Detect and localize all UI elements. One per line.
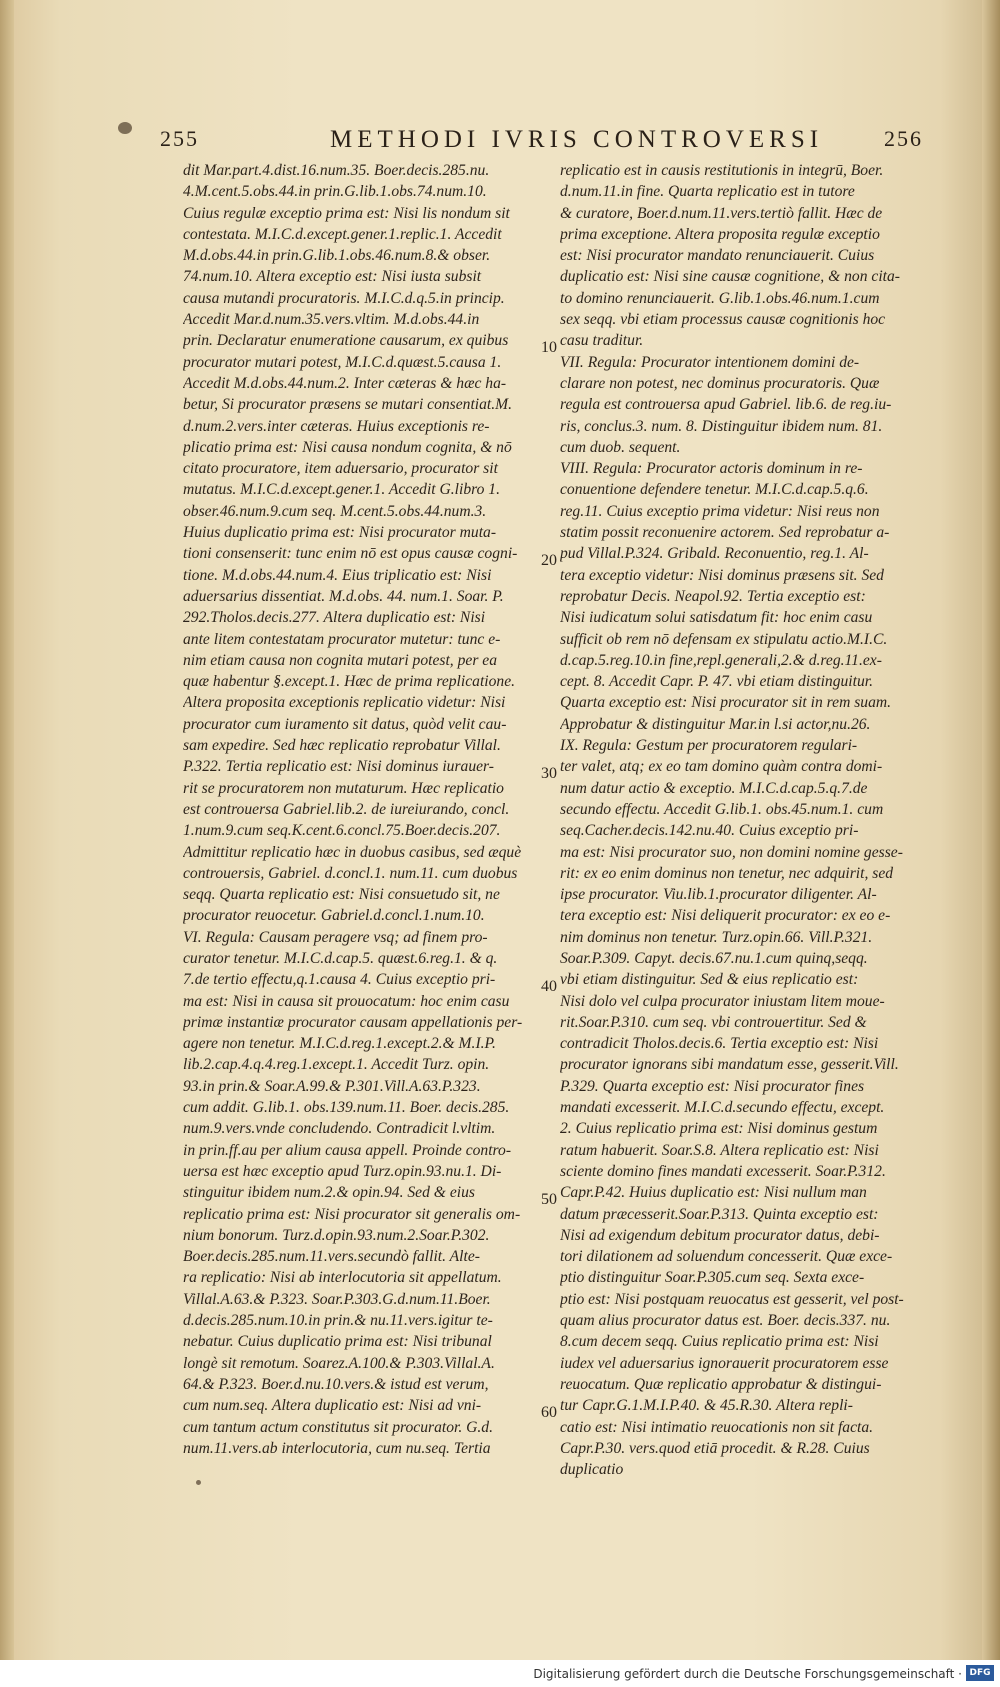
text-line: VIII. Regula: Procurator actoris dominum in re-	[560, 460, 863, 478]
text-line: pud Villal.P.324. Gribald. Reconuentio, reg.1. Al-	[560, 545, 869, 563]
text-line: vbi etiam distinguitur. Sed & eius replicatio est:	[560, 971, 859, 989]
line-number-30: 30	[541, 765, 557, 782]
text-line: clarare non potest, nec dominus procuratoris. Quæ	[560, 374, 880, 392]
text-line: sex seqq. vbi etiam processus causæ cognitionis hoc	[560, 311, 886, 329]
text-line: d.num.2.vers.inter cæteras. Huius exceptionis re-	[183, 417, 490, 435]
text-line: procurator cum iuramento sit datus, quòd velit cau-	[183, 715, 507, 733]
text-line: mutatus. M.I.C.d.except.gener.1. Accedit G.libro 1.	[183, 481, 501, 499]
text-line: Capr.P.30. vers.quod etiā procedit. & R.28. Cuius	[560, 1439, 870, 1457]
text-line: tioni consenserit: tunc enim nō est opus causæ cogni-	[183, 545, 518, 563]
text-line: rit.Soar.P.310. cum seq. vbi controuertitur. Sed &	[560, 1013, 867, 1031]
page-number-left: 255	[160, 126, 199, 151]
text-line: datum præcesserit.Soar.P.313. Quinta exceptio est:	[560, 1205, 879, 1223]
text-line: 74.num.10. Altera exceptio est: Nisi iusta subsit	[183, 268, 482, 286]
text-line: 64.& P.323. Boer.d.nu.10.vers.& istud est verum,	[183, 1375, 489, 1393]
text-line: stinguitur ibidem num.2.& opin.94. Sed & eius	[183, 1184, 475, 1202]
text-line: num.11.vers.ab interlocutoria, cum nu.seq. Tertia	[183, 1439, 491, 1457]
text-line: rit: ex eo enim dominus non tenetur, nec adquirit, sed	[560, 864, 894, 882]
page-left-edge	[0, 0, 14, 1660]
text-line: causa mutandi procuratoris. M.I.C.d.q.5.in princip.	[183, 289, 505, 307]
text-line: Soar.P.309. Capyt. decis.67.nu.1.cum quinq,seqq.	[560, 949, 868, 967]
text-line: contradicit Tholos.decis.6. Tertia exceptio est: Nisi	[560, 1035, 879, 1053]
text-line: 2. Cuius replicatio prima est: Nisi dominus gestum	[560, 1120, 878, 1138]
text-line: cum tantum actum constitutus sit procurator. G.d.	[183, 1418, 493, 1436]
text-line: curator tenetur. M.I.C.d.cap.5. quæst.6.reg.1. & q.	[183, 949, 498, 967]
text-line: uersa est hæc exceptio apud Turz.opin.93.nu.1. Di-	[183, 1162, 502, 1180]
ink-stain	[196, 1480, 201, 1485]
text-line: Nisi ad exigendum debitum procurator datus, debi-	[560, 1226, 880, 1244]
text-line: ris, conclus.3. num. 8. Distinguitur ibidem num. 81.	[560, 417, 883, 435]
text-line: to domino renunciauerit. G.lib.1.obs.46.num.1.cum	[560, 289, 880, 307]
page-right-edge	[982, 0, 1000, 1660]
page-number-right: 256	[884, 126, 923, 151]
line-number-10: 10	[541, 339, 557, 356]
text-line: replicatio prima est: Nisi procurator sit generalis om-	[183, 1205, 521, 1223]
text-line: Accedit Mar.d.num.35.vers.vltim. M.d.obs.44.in	[183, 311, 480, 329]
text-line: iudex vel aduersarius ignorauerit procuratorem esse	[560, 1354, 889, 1372]
line-number-40: 40	[541, 978, 557, 995]
right-text-column	[560, 160, 920, 1480]
text-line: 8.cum decem seqq. Cuius replicatio prima est: Nisi	[560, 1333, 879, 1351]
text-line: tera exceptio videtur: Nisi dominus præsens sit. Sed	[560, 566, 884, 584]
text-line: casu traditur.	[560, 332, 644, 350]
text-line: cum num.seq. Altera duplicatio est: Nisi ad vni-	[183, 1397, 482, 1415]
text-line: nium bonorum. Turz.d.opin.93.num.2.Soar.P.302.	[183, 1226, 490, 1244]
text-line: citato procuratore, item aduersario, procurator sit	[183, 460, 498, 478]
text-line: obser.46.num.9.cum seq. M.cent.5.obs.44.num.3.	[183, 502, 487, 520]
text-line: Cuius regulæ exceptio prima est: Nisi lis nondum sit	[183, 204, 510, 222]
text-line: P.322. Tertia replicatio est: Nisi dominus iurauer-	[183, 758, 494, 776]
text-line: agere non tenetur. M.I.C.d.reg.1.except.2.& M.I.P.	[183, 1035, 496, 1053]
text-line: est: Nisi procurator mandato renunciauerit. Cuius	[560, 247, 875, 265]
text-line: lib.2.cap.4.q.4.reg.1.except.1. Accedit Turz. opin.	[183, 1056, 490, 1074]
text-line: tera exceptio est: Nisi deliquerit procurator: ex eo e-	[560, 907, 891, 925]
text-line: seq.Cacher.decis.142.nu.40. Cuius exceptio pri-	[560, 822, 859, 840]
text-line: est controuersa Gabriel.lib.2. de iureiurando, concl.	[183, 800, 510, 818]
text-line: Huius duplicatio prima est: Nisi procurator muta-	[183, 524, 497, 542]
text-line: in prin.ff.au per alium causa appell. Proinde contro-	[183, 1141, 512, 1159]
text-line: num datur actio & exceptio. M.I.C.d.cap.5.q.7.de	[560, 779, 868, 797]
text-line: catio est: Nisi intimatio reuocationis non sit facta.	[560, 1418, 874, 1436]
text-line: Nisi iudicatum solui satisdatum fit: hoc enim casu	[560, 609, 873, 627]
text-line: cum duob. sequent.	[560, 438, 681, 456]
text-line: nim dominus non tenetur. Turz.opin.66. Vill.P.321.	[560, 928, 873, 946]
text-line: ma est: Nisi procurator suo, non domini nomine gesse-	[560, 843, 903, 861]
text-line: prin. Declaratur enumeratione causarum, ex quibus	[183, 332, 509, 350]
text-line: d.decis.285.num.10.in prin.& nu.11.vers.igitur te-	[183, 1312, 493, 1330]
text-line: controuersis, Gabriel. d.concl.1. num.11. cum duobus	[183, 864, 518, 882]
text-line: ipse procurator. Viu.lib.1.procurator diligenter. Al-	[560, 886, 877, 904]
footer-credit: Digitalisierung gefördert durch die Deutsche Forschungsgemeinschaft ·	[533, 1667, 962, 1681]
text-line: 292.Tholos.decis.277. Altera duplicatio est: Nisi	[183, 609, 486, 627]
ink-stain	[118, 122, 132, 134]
text-line: reprobatur Decis. Neapol.92. Tertia exceptio est:	[560, 587, 866, 605]
text-line: reg.11. Cuius exceptio prima videtur: Nisi reus non	[560, 502, 880, 520]
text-line: d.cap.5.reg.10.in fine,repl.generali,2.& d.reg.11.ex-	[560, 651, 882, 669]
digitization-footer	[0, 1660, 1000, 1687]
text-line: Altera proposita exceptionis replicatio videtur: Nisi	[183, 694, 506, 712]
text-line: quæ habentur §.except.1. Hæc de prima replicatione.	[183, 673, 516, 691]
text-line: 93.in prin.& Soar.A.99.& P.301.Vill.A.63.P.323.	[183, 1077, 481, 1095]
text-line: Approbatur & distinguitur Mar.in l.si actor,nu.26.	[560, 715, 871, 733]
text-line: prima exceptione. Altera proposita regulæ exceptio	[560, 225, 880, 243]
text-line: ter valet, atq; ex eo tam domino quàm contra domi-	[560, 758, 883, 776]
text-line: VII. Regula: Procurator intentionem domini de-	[560, 353, 860, 371]
text-line: nebatur. Cuius duplicatio prima est: Nisi tribunal	[183, 1333, 492, 1351]
text-line: secundo effectu. Accedit G.lib.1. obs.45.num.1. cum	[560, 800, 884, 818]
text-line: replicatio est in causis restitutionis in integrū, Boer.	[560, 162, 884, 179]
text-line: sufficit ob rem nō defensam ex stipulatu actio.M.I.C.	[560, 630, 888, 648]
text-line: Villal.A.63.& P.323. Soar.P.303.G.d.num.11.Boer.	[183, 1290, 491, 1308]
text-line: quam alius procurator datus est. Boer. decis.337. nu.	[560, 1312, 891, 1330]
text-line: regula est controuersa apud Gabriel. lib.6. de reg.iu-	[560, 396, 892, 414]
text-line: procurator reuocetur. Gabriel.d.concl.1.num.10.	[183, 907, 485, 925]
text-line: 7.de tertio effectu,q.1.causa 4. Cuius exceptio pri-	[183, 971, 496, 989]
text-line: dit Mar.part.4.dist.16.num.35. Boer.decis.285.nu.	[183, 162, 490, 179]
text-line: seqq. Quarta replicatio est: Nisi consuetudo sit, ne	[183, 886, 500, 904]
text-line: betur, Si procurator præsens se mutari consentiat.M.	[183, 396, 513, 414]
text-line: M.d.obs.44.in prin.G.lib.1.obs.46.num.8.& obser.	[183, 247, 491, 265]
text-line: plicatio prima est: Nisi causa nondum cognita, & nō	[183, 438, 512, 456]
text-line: tur Capr.G.1.M.I.P.40. & 45.R.30. Altera repli-	[560, 1397, 853, 1415]
text-line: cum addit. G.lib.1. obs.139.num.11. Boer. decis.285.	[183, 1099, 510, 1117]
left-text-column	[183, 160, 538, 1459]
text-line: num.9.vers.vnde concludendo. Contradicit l.vltim.	[183, 1120, 496, 1138]
text-line: Admittitur replicatio hæc in duobus casibus, sed æquè	[183, 843, 522, 861]
text-line: ptio distinguitur Soar.P.305.cum seq. Sexta exce-	[560, 1269, 865, 1287]
text-line: primæ instantiæ procurator causam appellationis per-	[183, 1013, 523, 1031]
text-line: procurator ignorans sibi mandatum esse, gesserit.Vill.	[560, 1056, 899, 1074]
text-line: tori dilationem ad soluendum concesserit. Quæ exce-	[560, 1248, 893, 1266]
text-line: d.num.11.in fine. Quarta replicatio est in tutore	[560, 183, 855, 201]
text-line: VI. Regula: Causam peragere vsq; ad finem pro-	[183, 928, 488, 946]
text-line: procurator mutari potest, M.I.C.d.quæst.5.causa 1.	[183, 353, 502, 371]
text-line: ante litem contestatam procurator mutetur: tunc e-	[183, 630, 501, 648]
text-line: tione. M.d.obs.44.num.4. Eius triplicatio est: Nisi	[183, 566, 492, 584]
text-line: sciente domino fines mandati excesserit. Soar.P.312.	[560, 1162, 886, 1180]
text-line: ra replicatio: Nisi ab interlocutoria sit appellatum.	[183, 1269, 502, 1287]
text-line: duplicatio	[560, 1461, 624, 1479]
text-line: 4.M.cent.5.obs.44.in prin.G.lib.1.obs.74.num.10.	[183, 183, 487, 201]
text-line: Boer.decis.285.num.11.vers.secundò fallit. Alte-	[183, 1248, 480, 1266]
running-head: METHODI IVRIS CONTROVERSI	[330, 126, 824, 153]
line-number-60: 60	[541, 1404, 557, 1421]
line-number-20: 20	[541, 552, 557, 569]
text-line: cept. 8. Accedit Capr. P. 47. vbi etiam distinguitur.	[560, 673, 874, 691]
text-line: duplicatio est: Nisi sine causæ cognitione, & non cita-	[560, 268, 900, 286]
text-line: conuentione defendere tenetur. M.I.C.d.cap.5.q.6.	[560, 481, 869, 499]
text-line: statim possit reconuenire actorem. Sed reprobatur a-	[560, 524, 890, 542]
text-line: Capr.P.42. Huius duplicatio est: Nisi nullum man	[560, 1184, 867, 1202]
text-line: ratum habuerit. Soar.S.8. Altera replicatio est: Nisi	[560, 1141, 879, 1159]
text-line: rit se procuratorem non mutaturum. Hæc replicatio	[183, 779, 504, 797]
text-line: Quarta exceptio est: Nisi procurator sit in rem suam.	[560, 694, 892, 712]
text-line: IX. Regula: Gestum per procuratorem regulari-	[560, 737, 858, 755]
text-line: ma est: Nisi in causa sit prouocatum: hoc enim casu	[183, 992, 510, 1010]
text-line: aduersarius dissentiat. M.d.obs. 44. num.1. Soar. P.	[183, 587, 504, 605]
text-line: mandati excesserit. M.I.C.d.secundo effectu, except.	[560, 1099, 885, 1117]
text-line: longè sit remotum. Soarez.A.100.& P.303.Villal.A.	[183, 1354, 495, 1372]
text-line: nim etiam causa non cognita mutari potest, per ea	[183, 651, 498, 669]
text-line: Nisi dolo vel culpa procurator iniustam litem moue-	[560, 992, 885, 1010]
text-line: Accedit M.d.obs.44.num.2. Inter cæteras & hæc ha-	[183, 374, 507, 392]
text-line: ptio est: Nisi postquam reuocatus est gesserit, vel post-	[560, 1290, 904, 1308]
text-line: & curatore, Boer.d.num.11.vers.tertiò fallit. Hæc de	[560, 204, 883, 222]
text-line: reuocatum. Quæ replicatio approbatur & distingui-	[560, 1375, 882, 1393]
text-line: sam expedire. Sed hæc replicatio reprobatur Villal.	[183, 737, 501, 755]
line-number-50: 50	[541, 1191, 557, 1208]
text-line: P.329. Quarta exceptio est: Nisi procurator fines	[560, 1077, 865, 1095]
text-line: 1.num.9.cum seq.K.cent.6.concl.75.Boer.decis.207.	[183, 822, 501, 840]
text-line: contestata. M.I.C.d.except.gener.1.replic.1. Accedit	[183, 225, 502, 243]
dfg-logo-icon: DFG	[966, 1665, 994, 1681]
